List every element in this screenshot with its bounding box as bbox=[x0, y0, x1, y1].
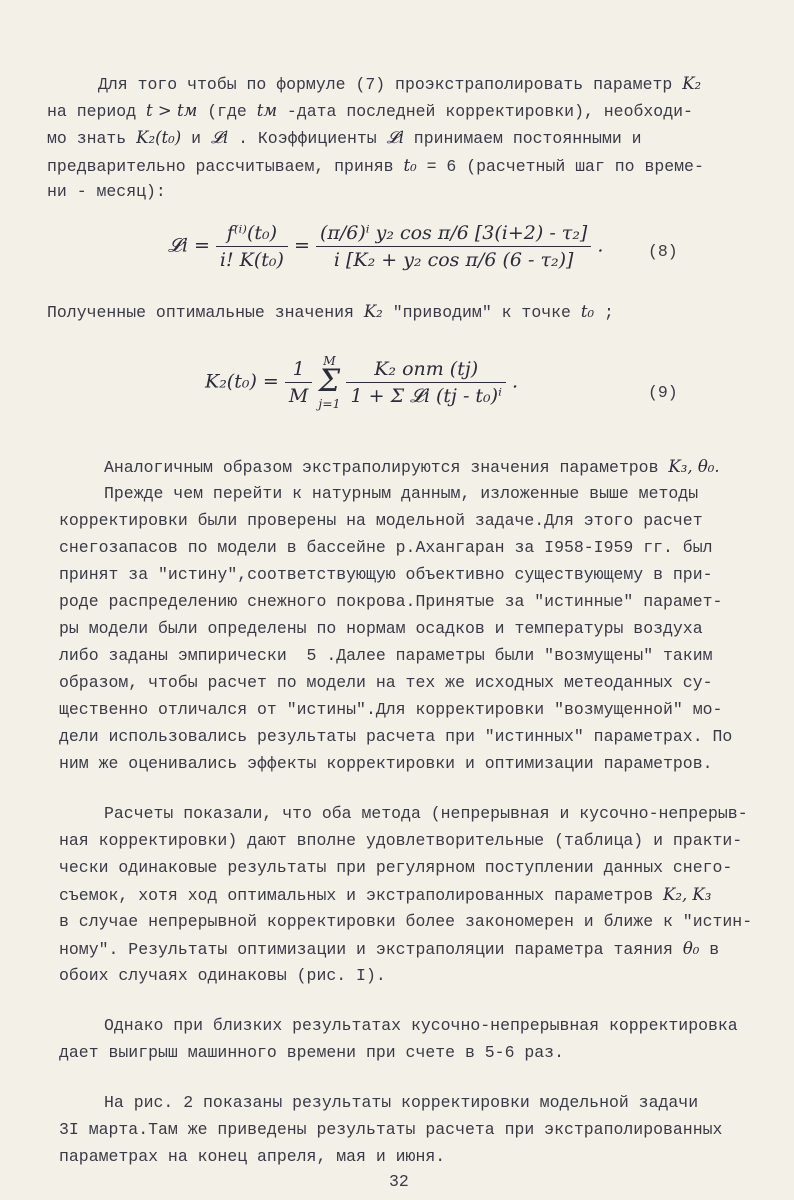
formula-9-sum-lower: j=1 bbox=[318, 396, 341, 411]
p3-line-3: чески одинаковые результаты при регулярном поступлении данных снего- bbox=[59, 858, 733, 877]
formula-8-number: (8) bbox=[648, 242, 678, 261]
formula-9-number: (9) bbox=[648, 383, 678, 402]
p2-line-9: образом, чтобы расчет по модели на тех же исходных метеоданных су- bbox=[59, 673, 713, 692]
formula-9-coefficient bbox=[285, 358, 312, 407]
text-run: ; bbox=[594, 303, 614, 322]
text-run: съемок, хотя ход оптимальных и экстраполированных параметров bbox=[59, 886, 663, 905]
formula-8-frac1-denominator: i! K(t₀) bbox=[219, 249, 284, 271]
line-between-formulas bbox=[47, 301, 614, 324]
symbol-tm: tм bbox=[256, 101, 278, 120]
symbol-li: 𝓛i bbox=[386, 128, 404, 147]
p2-line-11: дели использовались результаты расчета при "истинных" параметрах. По bbox=[59, 727, 733, 746]
p3-line-1: Расчеты показали, что оба метода (непрерывная и кусочно-непрерыв- bbox=[104, 804, 748, 823]
p3-line-5: в случае непрерывной корректировки более закономерен и ближе к "истин- bbox=[59, 912, 753, 931]
text-run: = 6 (расчетный шаг по време- bbox=[416, 157, 704, 176]
formula-8-lhs: 𝓛i bbox=[168, 234, 188, 257]
p3-line-6 bbox=[59, 938, 719, 961]
text-run: предварительно рассчитываем, приняв bbox=[47, 157, 404, 176]
p1-line-5: ни - месяц): bbox=[47, 182, 166, 201]
formula-9-fraction bbox=[346, 358, 505, 407]
formula-9: K₂(t₀) = $\frac{1}{M}$ M Σ j=1 $\frac{\text{K₂ опт (tj)}}{\text{1 + Σ 𝓛i (tj - t₀)ⁱ}}$ . bbox=[205, 354, 518, 411]
text-run: Для того чтобы по формуле (7) проэкстраполировать параметр bbox=[98, 75, 683, 94]
text-run: (где bbox=[197, 102, 257, 121]
text-run: в bbox=[699, 940, 720, 959]
p5-line-3: параметрах на конец апреля, мая и июня. bbox=[59, 1147, 446, 1166]
p1-line-2 bbox=[47, 100, 693, 123]
sigma-icon: Σ bbox=[318, 364, 341, 400]
p4-line-1: Однако при близких результатах кусочно-непрерывная корректировка bbox=[104, 1016, 738, 1035]
formula-8-fraction-2 bbox=[316, 222, 591, 271]
text-run: -дата последней корректировки), необходи- bbox=[277, 102, 693, 121]
p3-line-7: обоих случаях одинаковы (рис. I). bbox=[59, 966, 386, 985]
formula-8-frac2-denominator: i [K₂ + y₂ cos π/6 (6 - τ₂)] bbox=[333, 249, 574, 271]
symbol-k2: K₂ bbox=[363, 302, 383, 321]
p2-line-8: либо заданы эмпирически 5 .Далее параметры были "возмущены" таким bbox=[59, 646, 713, 665]
p3-line-4 bbox=[59, 884, 711, 907]
p2-line-1 bbox=[104, 456, 720, 479]
symbol-k2-k3: K₂, K₃ bbox=[663, 885, 712, 904]
p2-line-10: щественно отличался от "истины".Для корректировки "возмущенной" мо- bbox=[59, 700, 723, 719]
symbol-k3-theta0: K₃, θ₀. bbox=[668, 457, 720, 476]
symbol-k2: K₂ bbox=[682, 74, 702, 93]
symbol-t-gt-tm: t > tм bbox=[146, 101, 198, 120]
p2-line-12: ним же оценивались эффекты корректировки и оптимизации параметров. bbox=[59, 754, 713, 773]
text-run: ному". Результаты оптимизации и экстраполяции параметра таяния bbox=[59, 940, 683, 959]
formula-8: 𝓛i = $\frac{\text{f⁽ⁱ⁾(t₀)}}{\text{i! K(t₀)}}$ = $\frac{\text{(π/6)ⁱ y₂ cos π/6 [3(i+2) - τ₂]}}{\text{i [K₂ + y₂ cos π/6 (6 - τ₂)]}}$ . bbox=[168, 222, 604, 271]
p2-line-7: ры модели были определены по нормам осадков и температуры воздуха bbox=[59, 619, 703, 638]
symbol-t0: t₀ bbox=[580, 302, 595, 321]
formula-9-lhs: K₂(t₀) = bbox=[205, 370, 285, 393]
formula-9-sum bbox=[318, 355, 340, 410]
p2-line-5: принят за "истину",соответствующую объективно существующему в при- bbox=[59, 565, 713, 584]
p2-line-4: снегозапасов по модели в бассейне р.Ахангаран за I958-I959 гг. был bbox=[59, 538, 713, 557]
formula-8-frac2-numerator: (π/6)ⁱ y₂ cos π/6 [3(i+2) - τ₂] bbox=[316, 222, 591, 247]
p2-line-2: Прежде чем перейти к натурным данным, изложенные выше методы bbox=[104, 484, 699, 503]
text-run: принимаем постоянными и bbox=[403, 129, 642, 148]
p2-line-3: корректировки были проверены на модельной задаче.Для этого расчет bbox=[59, 511, 703, 530]
formula-9-coef-denominator: M bbox=[288, 385, 309, 408]
text-run: Полученные оптимальные значения bbox=[47, 303, 364, 322]
p1-line-1 bbox=[98, 73, 701, 96]
formula-9-coef-numerator: 1 bbox=[285, 358, 312, 383]
p5-line-1: На рис. 2 показаны результаты корректировки модельной задачи bbox=[104, 1093, 699, 1112]
text-run: на период bbox=[47, 102, 147, 121]
p5-line-2: 3I марта.Там же приведены результаты расчета при экстраполированных bbox=[59, 1120, 723, 1139]
formula-8-frac1-numerator: f⁽ⁱ⁾(t₀) bbox=[216, 222, 288, 247]
symbol-t0: t₀ bbox=[403, 156, 417, 175]
formula-9-numerator: K₂ опт (tj) bbox=[346, 358, 505, 383]
p2-line-6: роде распределению снежного покрова.Принятые за "истинные" парамет- bbox=[59, 592, 723, 611]
symbol-k2-t0: K₂(t₀) bbox=[136, 128, 182, 147]
text-run: Аналогичным образом экстраполируются значения параметров bbox=[104, 458, 669, 477]
page-number: 32 bbox=[389, 1172, 409, 1191]
p4-line-2: дает выигрыш машинного времени при счете в 5-6 раз. bbox=[59, 1043, 564, 1062]
symbol-li: 𝓛i bbox=[210, 128, 229, 147]
text-run: "приводим" к точке bbox=[382, 303, 581, 322]
formula-8-fraction-1 bbox=[216, 222, 288, 271]
p1-line-3 bbox=[47, 127, 642, 150]
p1-line-4 bbox=[47, 155, 704, 178]
formula-9-sum-upper: M bbox=[323, 354, 336, 368]
symbol-theta0: θ₀ bbox=[682, 939, 700, 958]
text-run: мо знать bbox=[47, 129, 137, 148]
formula-9-denominator: 1 + Σ 𝓛i (tj - t₀)ⁱ bbox=[350, 385, 502, 408]
text-run: . Коэффициенты bbox=[228, 129, 387, 148]
p3-line-2: ная корректировки) дают вполне удовлетворительные (таблица) и практи- bbox=[59, 831, 743, 850]
text-run: и bbox=[181, 129, 211, 148]
